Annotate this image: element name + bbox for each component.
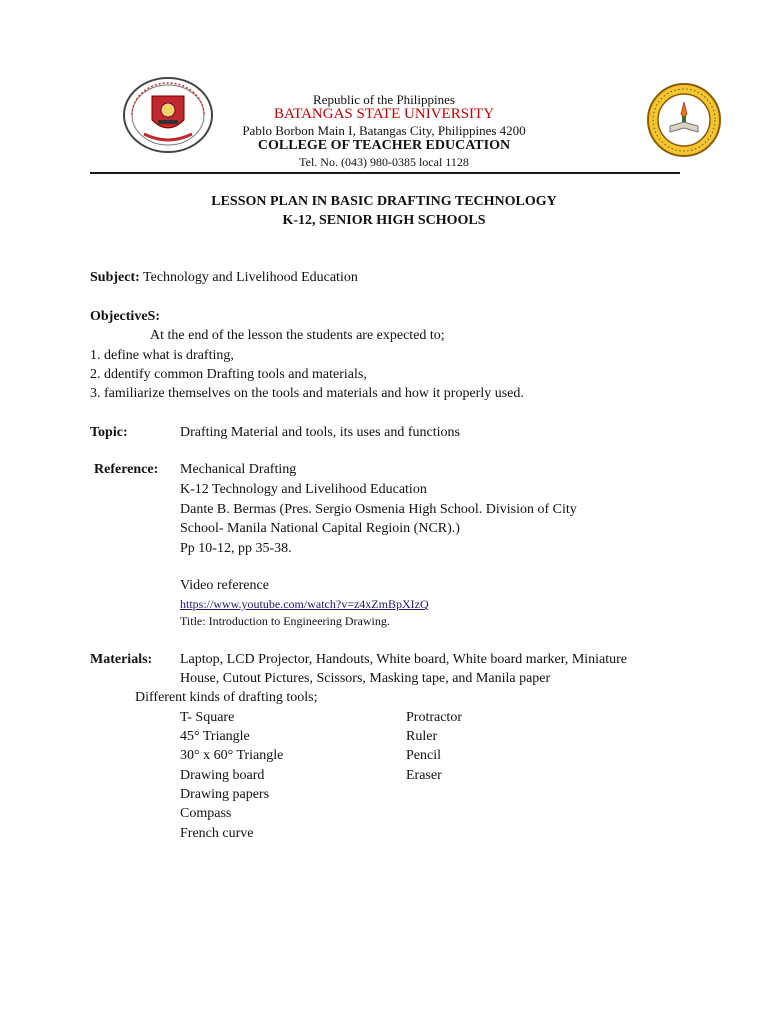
subject-label: Subject: [90,270,140,285]
objective-item-1: 1. define what is drafting, [90,348,234,363]
subject-row [90,270,358,286]
tool-item: French curve [180,826,254,841]
tool-item: 45° Triangle [180,729,250,744]
tool-item: Pencil [406,748,441,763]
objective-item-3: 3. familiarize themselves on the tools and materials and how it properly used. [90,386,524,401]
reference-line-3: Dante B. Bermas (Pres. Sergio Osmenia High School. Division of City [180,502,577,517]
republic-line: Republic of the Philippines [313,92,455,107]
tool-item: T- Square [180,710,235,725]
tool-item: 30° x 60° Triangle [180,748,284,763]
college-name: COLLEGE OF TEACHER EDUCATION [257,138,511,153]
reference-line-5: Pp 10-12, pp 35-38. [180,541,292,556]
topic-value: Drafting Material and tools, its uses and functions [180,425,460,440]
lesson-plan-title: LESSON PLAN IN BASIC DRAFTING TECHNOLOGY [211,194,557,209]
tool-item: Compass [180,806,232,821]
video-reference-title: Title: Introduction to Engineering Drawing. [180,614,390,628]
tool-item: Drawing board [180,768,265,783]
materials-label: Materials: [90,652,153,667]
drafting-tools-intro: Different kinds of drafting tools; [135,690,318,705]
subject-value: Technology and Livelihood Education [139,270,358,285]
video-reference-label: Video reference [180,578,269,593]
tool-item: Drawing papers [180,787,270,802]
video-reference-link[interactable]: https://www.youtube.com/watch?v=z4xZmBpXIzQ [180,597,429,611]
objectives-intro: At the end of the lesson the students are expected to; [150,328,445,343]
university-name: BATANGAS STATE UNIVERSITY [273,106,495,122]
telephone-line: Tel. No. (043) 980-0385 local 1128 [299,155,469,169]
reference-label: Reference: [94,462,159,477]
lesson-plan-subtitle: K-12, SENIOR HIGH SCHOOLS [282,213,486,228]
header-divider [90,172,680,174]
reference-line-2: K-12 Technology and Livelihood Education [180,482,427,497]
tool-item: Ruler [406,729,438,744]
materials-line-2: House, Cutout Pictures, Scissors, Masking tape, and Manila paper [180,671,551,686]
reference-line-1: Mechanical Drafting [180,462,297,477]
tool-item: Eraser [406,768,442,783]
materials-line-1: Laptop, LCD Projector, Handouts, White board, White board marker, Miniature [180,652,628,667]
objective-item-2: 2. ddentify common Drafting tools and materials, [90,367,367,382]
topic-label: Topic: [90,425,128,440]
reference-line-4: School- Manila National Capital Regioin (NCR).) [180,521,460,536]
university-address: Pablo Borbon Main I, Batangas City, Philippines 4200 [242,123,526,138]
tool-item: Protractor [406,710,462,725]
objectives-label: ObjectiveS: [90,309,160,324]
